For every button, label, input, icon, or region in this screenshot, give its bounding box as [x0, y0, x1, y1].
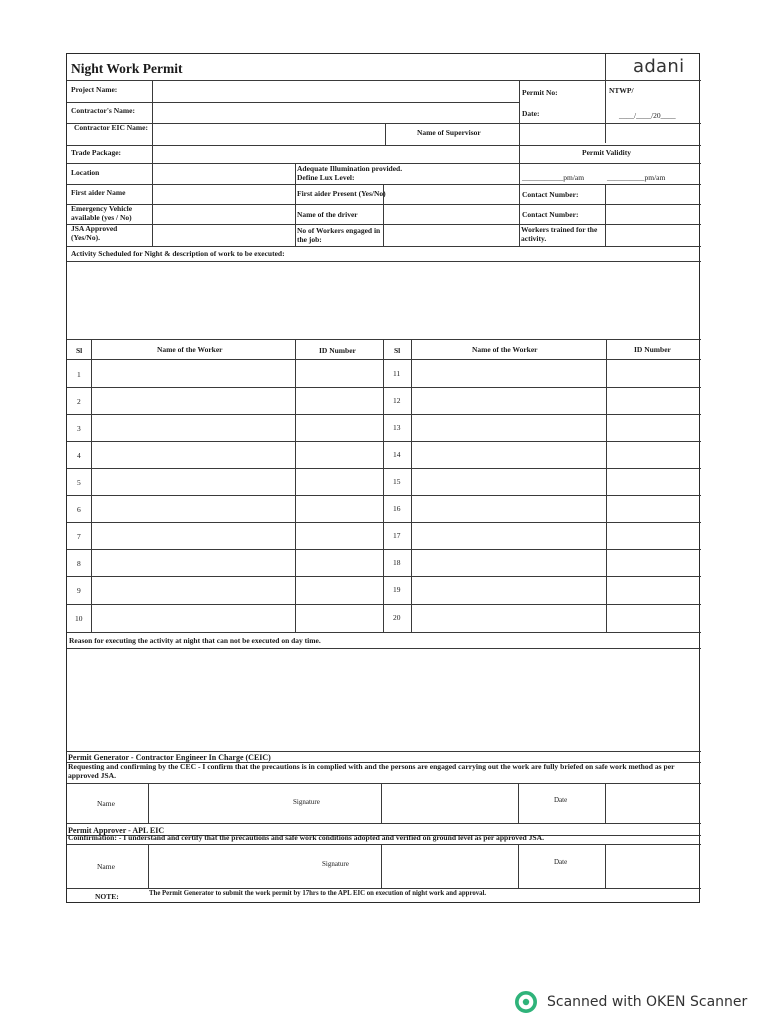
- illumination-label: Adequate Illumination provided. Define Lux Level:: [297, 164, 403, 182]
- permit-validity-label: Permit Validity: [582, 148, 631, 157]
- project-name-label: Project Name:: [71, 85, 118, 94]
- contact-number-label-2: Contact Number:: [522, 210, 579, 219]
- row-number: 15: [393, 477, 401, 486]
- date-value: ____/____/20____: [619, 111, 676, 120]
- generator-signature-label: Signature: [293, 798, 320, 806]
- row-number: 13: [393, 423, 401, 432]
- permit-form: [66, 53, 700, 903]
- workers-engaged-label: No of Workers engaged in the job:: [297, 226, 381, 244]
- permit-no-label: Permit No:: [522, 88, 558, 97]
- scanner-footer: [515, 990, 765, 1014]
- approver-heading: Permit Approver - APL EIC: [68, 826, 165, 835]
- col-name-right: Name of the Worker: [472, 345, 538, 354]
- supervisor-label: Name of Supervisor: [417, 128, 481, 137]
- approver-signature-label: Signature: [322, 860, 349, 868]
- location-label: Location: [71, 168, 100, 177]
- contact-number-label: Contact Number:: [522, 190, 579, 199]
- jsa-label: JSA Approved (Yes/No).: [71, 224, 118, 242]
- note-label: NOTE:: [95, 892, 119, 901]
- row-number: 19: [393, 585, 401, 594]
- row-number: 18: [393, 558, 401, 567]
- row-number: 4: [77, 451, 81, 460]
- approver-name-label: Name: [97, 862, 115, 871]
- row-number: 11: [393, 369, 401, 378]
- approver-date-label: Date: [554, 858, 568, 866]
- col-id-right: ID Number: [634, 345, 671, 354]
- row-number: 14: [393, 450, 401, 459]
- scanner-text: Scanned with OKEN Scanner: [547, 994, 748, 1010]
- activity-label: Activity Scheduled for Night & description of work to be executed:: [71, 249, 285, 258]
- row-number: 17: [393, 531, 401, 540]
- form-title: Night Work Permit: [71, 61, 183, 76]
- date-label: Date:: [522, 109, 540, 118]
- generator-confirm: Requesting and confirming by the CEC - I confirm that the precautions is in complied with and the persons are engaged carrying out the work are fully briefed on safe work method as per approved JSA.: [68, 762, 675, 780]
- row-number: 8: [77, 559, 81, 568]
- oken-scanner-icon: [515, 991, 537, 1013]
- row-number: 5: [77, 478, 81, 487]
- col-name-left: Name of the Worker: [157, 345, 223, 354]
- first-aider-present-label: First aider Present (Yes/No): [297, 189, 386, 198]
- col-id-left: ID Number: [319, 346, 356, 355]
- row-number: 2: [77, 397, 81, 406]
- contractor-eic-label: Contractor EIC Name:: [73, 123, 148, 132]
- generator-name-label: Name: [97, 799, 115, 808]
- workers-trained-label: Workers trained for the activity.: [521, 225, 598, 243]
- note-text: The Permit Generator to submit the work permit by 17hrs to the APL EIC on execution of night work and approval.: [149, 890, 487, 897]
- permit-no-value: NTWP/: [609, 86, 634, 95]
- trade-package-label: Trade Package:: [71, 148, 122, 157]
- row-number: 20: [393, 613, 401, 622]
- row-number: 10: [75, 614, 83, 623]
- col-sl-right: Sl: [394, 346, 401, 355]
- row-number: 1: [77, 370, 81, 379]
- validity-from: ___________pm/am: [522, 173, 585, 182]
- row-number: 6: [77, 505, 81, 514]
- driver-label: Name of the driver: [297, 210, 358, 219]
- row-number: 3: [77, 424, 81, 433]
- first-aider-label: First aider Name: [71, 188, 126, 197]
- generator-date-label: Date: [554, 796, 568, 804]
- row-number: 12: [393, 396, 401, 405]
- row-number: 16: [393, 504, 401, 513]
- approver-confirm: Coinfirmation: - I understand and certify that the precautions and safe work conditions adopted and verified on ground level as per approved JSA.: [68, 833, 544, 842]
- generator-heading: Permit Generator - Contractor Engineer In Charge (CEIC): [68, 753, 271, 762]
- reason-label: Reason for executing the activity at night that can not be executed on day time.: [69, 636, 321, 645]
- contractor-name-label: Contractor's Name:: [71, 106, 135, 115]
- validity-to: __________pm/am: [607, 173, 666, 182]
- row-number: 7: [77, 532, 81, 541]
- row-number: 9: [77, 586, 81, 595]
- emergency-vehicle-label: Emergency Vehicle available (yes / No): [71, 204, 133, 222]
- col-sl-left: Sl: [76, 346, 83, 355]
- adani-logo: adani: [633, 56, 685, 77]
